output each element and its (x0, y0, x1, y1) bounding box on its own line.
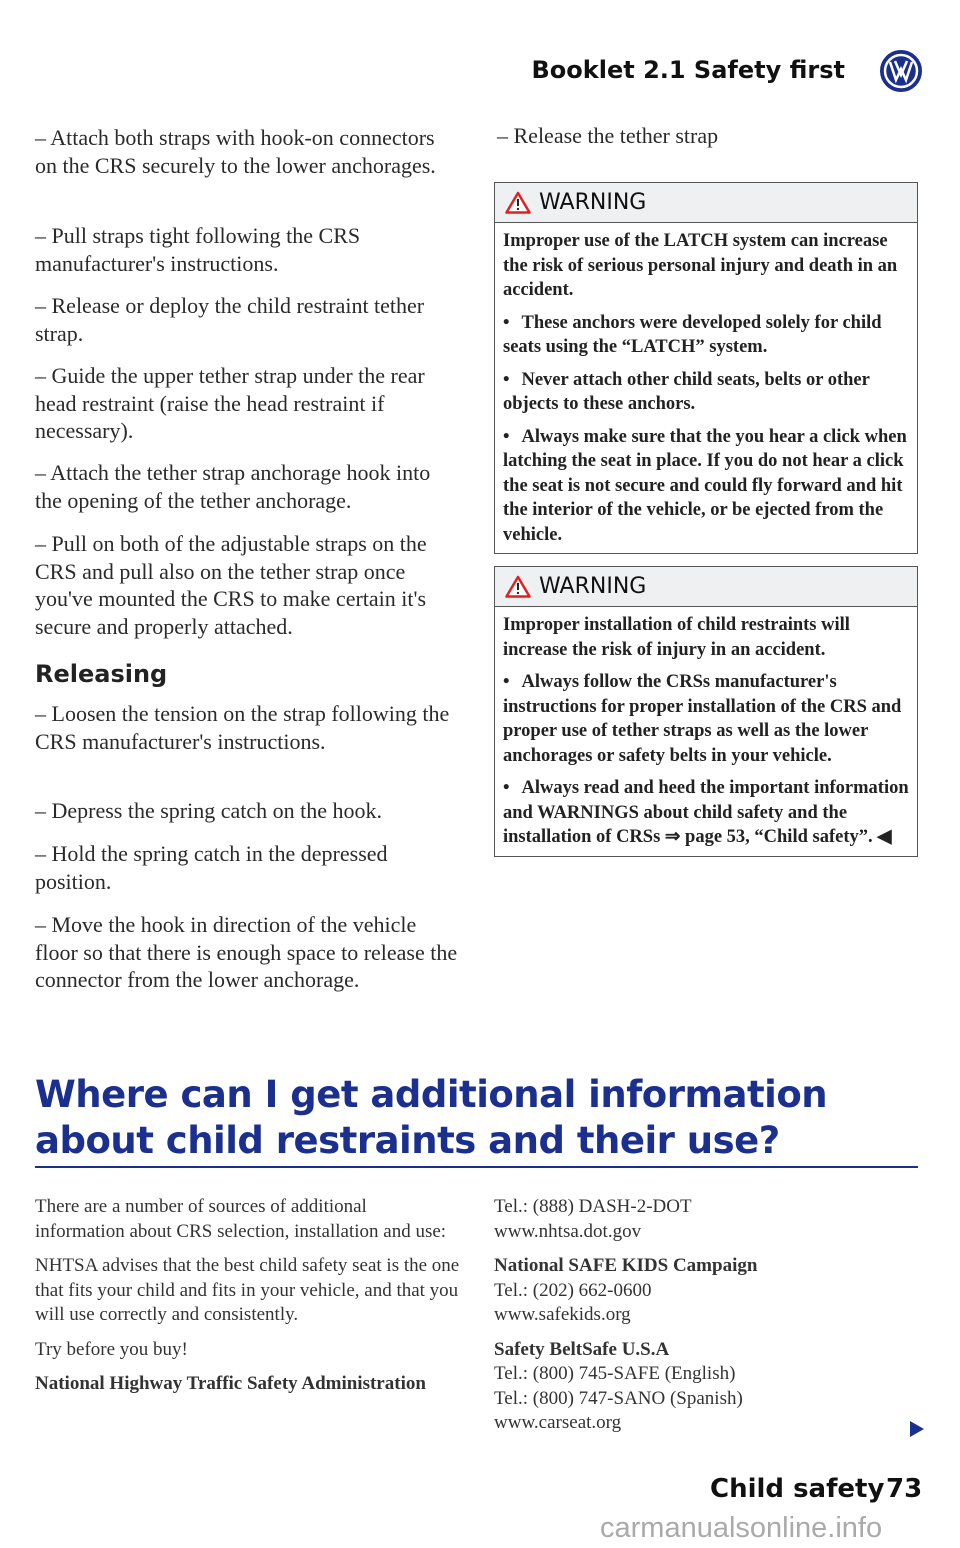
warning-intro: Improper installation of child restraints will increase the risk of injury in an accident. (503, 615, 850, 660)
warning-title: WARNING (539, 190, 647, 215)
beltsafe-tel-spanish: Tel.: (800) 747-SANO (Spanish) (494, 1387, 743, 1409)
step-depress: – Depress the spring catch on the hook. (35, 798, 383, 823)
step-loosen: – Loosen the tension on the strap following the CRS manufacturer's instructions. (35, 701, 450, 754)
warning-title: WARNING (539, 574, 647, 599)
safekids-web-link[interactable]: www.safekids.org (494, 1304, 631, 1325)
info-paragraph: NHTSA advises that the best child safety seat is the one that fits your child and fits in your vehicle, and that you will use correctly and consistently. (35, 1255, 460, 1325)
warning-bullet: • Always follow the CRSs manufacturer's instructions for proper installation of the CRS and proper use of tether straps as well as the lower anchorages or safety belts in your vehicle. (503, 670, 909, 768)
watermark: carmanualsonline.info (600, 1512, 883, 1544)
warning-bullet: • Always make sure that the you hear a click when latching the seat in place. If you do not hear a click the seat is not secure and could fly forward and hit the interior of the vehicle, or be ejected from the vehicle. (503, 425, 909, 548)
step-hold: – Hold the spring catch in the depressed position. (35, 841, 388, 894)
info-left-column (35, 1195, 460, 1407)
info-paragraph: Try before you buy! (35, 1338, 188, 1360)
warning-bullet: • These anchors were developed solely for child seats using the “LATCH” system. (503, 311, 909, 360)
page-number: 73 (886, 1474, 923, 1504)
beltsafe-name: Safety BeltSafe U.S.A (494, 1338, 670, 1360)
heading-rule (35, 1166, 918, 1168)
warning-triangle-icon (505, 191, 531, 214)
warning-intro: Improper use of the LATCH system can increase the risk of serious personal injury and death in an accident. (503, 231, 898, 300)
warning-bullet: • Always read and heed the important information and WARNINGS about child safety and the installation of CRSs ⇒ page 53, “Child safety”. ◀ (503, 776, 909, 850)
nhtsa-name: National Highway Traffic Safety Administration (35, 1373, 426, 1394)
warning-box-latch (494, 182, 918, 554)
safekids-tel: Tel.: (202) 662-0600 (494, 1279, 652, 1301)
nhtsa-tel: Tel.: (888) DASH-2-DOT (494, 1196, 692, 1217)
safekids-name: National SAFE KIDS Campaign (494, 1255, 758, 1276)
nhtsa-web-link[interactable]: www.nhtsa.dot.gov (494, 1220, 642, 1242)
warning-box-installation (494, 566, 918, 857)
info-right-column (494, 1195, 894, 1446)
step-guide-tether: – Guide the upper tether strap under the rear head restraint (raise the head restraint if necessary). (35, 363, 425, 443)
vw-logo-icon (880, 50, 922, 92)
warning-bullet: • Never attach other child seats, belts or other objects to these anchors. (503, 368, 909, 417)
step-release-tether-strap: – Release the tether strap (497, 123, 719, 148)
info-paragraph: There are a number of sources of additional information about CRS selection, installation and use: (35, 1196, 447, 1242)
step-move-hook: – Move the hook in direction of the vehicle floor so that there is enough space to release the connector from the lower anchorage. (35, 912, 458, 992)
step-pull-both: – Pull on both of the adjustable straps on the CRS and pull also on the tether strap once you've mounted the CRS to make certain it's secure and properly attached. (35, 531, 427, 639)
step-pull-straps: – Pull straps tight following the CRS manufacturer's instructions. (35, 223, 361, 276)
footer-section: Child safety (710, 1474, 885, 1504)
releasing-heading: Releasing (35, 660, 168, 688)
step-attach-straps: – Attach both straps with hook-on connectors on the CRS securely to the lower anchorages. (35, 125, 436, 178)
continue-arrow-icon (910, 1421, 924, 1437)
beltsafe-tel-english: Tel.: (800) 745-SAFE (English) (494, 1363, 736, 1384)
step-release-tether: – Release or deploy the child restraint tether strap. (35, 293, 425, 346)
section-heading: Where can I get additional information about child restraints and their use? (35, 1073, 828, 1162)
warning-triangle-icon (505, 575, 531, 598)
beltsafe-web-link[interactable]: www.carseat.org (494, 1412, 622, 1433)
page-header-title: Booklet 2.1 Safety first (531, 56, 845, 84)
step-attach-hook: – Attach the tether strap anchorage hook into the opening of the tether anchorage. (35, 460, 431, 513)
